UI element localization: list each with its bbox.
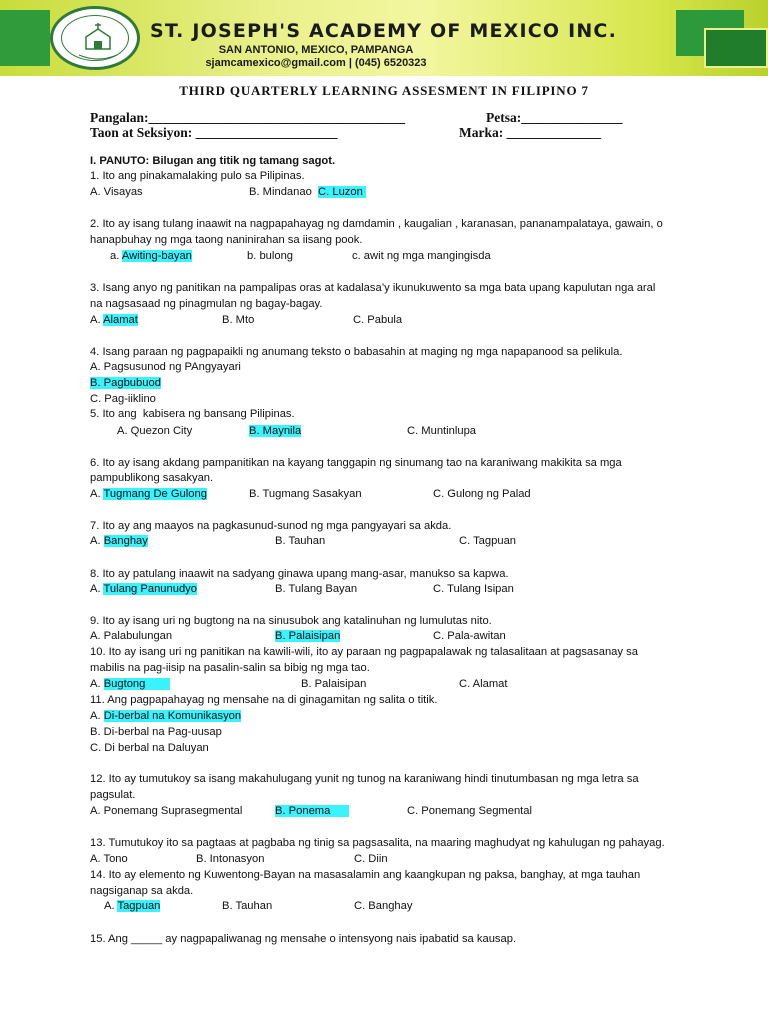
- line-text: 5. Ito ang kabisera ng bansang Pilipinas.: [90, 408, 295, 420]
- text-line: [222, 314, 254, 326]
- text-line: [354, 853, 388, 865]
- text-line: [90, 837, 665, 849]
- text-line: [247, 250, 293, 262]
- text-line: [90, 488, 207, 500]
- highlighted-answer: B. Palaisipan: [275, 630, 341, 642]
- highlighted-answer: Tagpuan: [117, 900, 161, 912]
- line-text: C. Gulong ng Palad: [433, 488, 531, 500]
- line-text: C. Alamat: [459, 678, 508, 690]
- line-text: mabilis na pag-iisip na pasalin-salin sa bibig ng mga tao.: [90, 662, 370, 674]
- text-line: [90, 234, 362, 246]
- text-line: [90, 789, 135, 801]
- text-line: [249, 425, 301, 437]
- line-text: 3. Isang anyo ng panitikan na pampalipas oras at kadalasa’y ikunukuwento sa mga bata upang kapulutan nga aral: [90, 282, 656, 294]
- text-line: [90, 155, 335, 167]
- highlighted-answer: Di-berbal na Komunikasyon: [103, 710, 242, 722]
- line-text: I. PANUTO: Bilugan ang titik ng tamang sagot.: [90, 155, 336, 167]
- line-text: c. awit ng mga mangingisda: [352, 250, 491, 262]
- line-text: C. Di berbal na Daluyan: [90, 742, 209, 754]
- school-address: SAN ANTONIO, MEXICO, PAMPANGA: [218, 44, 414, 56]
- line-text: a.: [110, 250, 122, 262]
- text-line: [275, 535, 325, 547]
- text-line: [90, 710, 241, 722]
- text-line: [90, 361, 241, 373]
- line-text: B. Palaisipan: [301, 678, 367, 690]
- line-text: A. Quezon City: [117, 425, 193, 437]
- text-line: [249, 488, 362, 500]
- text-line: [249, 186, 366, 198]
- text-line: [90, 742, 209, 754]
- text-line: [90, 646, 638, 658]
- highlighted-answer: Bugtong: [103, 678, 171, 690]
- highlighted-answer: B. Ponema: [275, 805, 349, 817]
- school-name: ST. JOSEPH'S ACADEMY OF MEXICO INC.: [150, 20, 617, 42]
- name-field: Pangalan:______________________________________: [90, 110, 406, 125]
- line-text: C. Ponemang Segmental: [407, 805, 533, 817]
- text-line: [353, 314, 402, 326]
- line-text: A.: [90, 488, 104, 500]
- line-text: A.: [90, 678, 104, 690]
- line-text: B. Tauhan: [275, 535, 326, 547]
- text-line: [90, 520, 451, 532]
- text-line: [459, 678, 508, 690]
- text-line: [90, 535, 148, 547]
- text-line: [433, 583, 514, 595]
- text-line: [90, 186, 143, 198]
- line-text: C. Pabula: [353, 314, 403, 326]
- highlighted-answer: Alamat: [103, 314, 138, 326]
- line-text: C. Pala-awitan: [433, 630, 506, 642]
- text-line: [222, 900, 272, 912]
- line-text: 7. Ito ay ang maayos na pagkasunud-sunod ng mga pangyayari sa akda.: [90, 520, 452, 532]
- line-text: B. Tauhan: [222, 900, 273, 912]
- line-text: A. Visayas: [90, 186, 143, 198]
- line-text: C. Pag-iiklino: [90, 393, 156, 405]
- line-text: 13. Tumutukoy ito sa pagtaas at pagbaba ng tinig sa pagsasalita, na maaring maghudyat ng kahulugan ng pahayag.: [90, 837, 665, 849]
- text-line: [90, 377, 161, 389]
- line-text: C. Tagpuan: [459, 535, 517, 547]
- line-text: A.: [90, 583, 104, 595]
- line-text: A.: [90, 535, 104, 547]
- text-line: [90, 457, 622, 469]
- text-line: [275, 630, 340, 642]
- text-line: [90, 726, 222, 738]
- line-text: b. bulong: [247, 250, 294, 262]
- text-line: [104, 900, 160, 912]
- line-text: B. Intonasyon: [196, 853, 265, 865]
- line-text: B. Di-berbal na Pag-uusap: [90, 726, 222, 738]
- line-text: 15. Ang _____ ay nagpapaliwanag ng mensahe o intensyong nais ipabatid sa kausap.: [90, 933, 517, 945]
- text-line: [196, 853, 264, 865]
- text-line: [90, 630, 172, 642]
- line-text: 11. Ang pagpapahayag ng mensahe na di ginagamitan ng salita o titik.: [90, 694, 438, 706]
- text-line: [117, 425, 192, 437]
- text-line: [90, 869, 640, 881]
- line-text: nagsiganap sa akda.: [90, 885, 194, 897]
- line-text: 1. Ito ang pinakamalaking pulo sa Pilipinas.: [90, 170, 305, 182]
- text-line: [90, 282, 655, 294]
- highlighted-answer: B. Maynila: [249, 425, 302, 437]
- text-line: [90, 885, 193, 897]
- highlighted-answer: C. Luzon: [318, 186, 366, 198]
- text-line: [90, 853, 128, 865]
- text-line: [407, 425, 476, 437]
- text-line: [90, 678, 170, 690]
- text-line: [352, 250, 491, 262]
- text-line: [90, 694, 437, 706]
- line-text: C. Tulang Isipan: [433, 583, 514, 595]
- line-text: A.: [90, 314, 104, 326]
- text-line: [90, 615, 492, 627]
- line-text: A. Ponemang Suprasegmental: [90, 805, 243, 817]
- line-text: A. Pagsusunod ng PAngyayari: [90, 361, 241, 373]
- text-line: [90, 933, 516, 945]
- text-line: [90, 346, 622, 358]
- text-line: [354, 900, 412, 912]
- line-text: A.: [104, 900, 118, 912]
- line-text: C. Banghay: [354, 900, 413, 912]
- text-line: [90, 298, 322, 310]
- score-field: Marka: ______________: [459, 125, 602, 140]
- document-title: THIRD QUARTERLY LEARNING ASSESMENT IN FILIPINO 7: [179, 83, 589, 98]
- line-text: 8. Ito ay patulang inaawit na sadyang ginawa upang mang-asar, manukso sa kapwa.: [90, 568, 509, 580]
- text-line: [275, 583, 357, 595]
- text-line: [90, 408, 295, 420]
- line-text: 4. Isang paraan ng pagpapaikli ng anumang teksto o babasahin at maging ng mga napapanood sa pelikula.: [90, 346, 623, 358]
- line-text: hanapbuhay ng mga taong naninirahan sa iisang pook.: [90, 234, 363, 246]
- line-text: A. Tono: [90, 853, 128, 865]
- text-line: [90, 773, 639, 785]
- line-text: C. Diin: [354, 853, 388, 865]
- text-line: [90, 583, 197, 595]
- date-field: Petsa:_______________: [486, 110, 623, 125]
- line-text: 14. Ito ay elemento ng Kuwentong-Bayan na masasalamin ang kaangkupan ng paksa, banghay, at mga tauhan: [90, 869, 641, 881]
- line-text: C. Muntinlupa: [407, 425, 477, 437]
- text-line: [90, 218, 663, 230]
- text-line: [90, 314, 138, 326]
- text-line: [90, 393, 156, 405]
- line-text: B. Mto: [222, 314, 255, 326]
- highlighted-answer: B. Pagbubuod: [90, 377, 161, 389]
- line-text: B. Tulang Bayan: [275, 583, 358, 595]
- line-text: 9. Ito ay isang uri ng bugtong na na sinusubok ang katalinuhan ng lumulutas nito.: [90, 615, 492, 627]
- text-line: [90, 170, 305, 182]
- line-text: B. Tugmang Sasakyan: [249, 488, 362, 500]
- text-line: [90, 662, 370, 674]
- highlighted-answer: Tulang Panunudyo: [103, 583, 197, 595]
- header-accent-block: [704, 28, 768, 68]
- text-line: [407, 805, 532, 817]
- text-line: [90, 805, 242, 817]
- school-header: [0, 0, 768, 76]
- text-line: [110, 250, 192, 262]
- text-line: [90, 568, 509, 580]
- text-line: [301, 678, 366, 690]
- highlighted-answer: Banghay: [103, 535, 148, 547]
- line-text: 10. Ito ay isang uri ng panitikan na kawili-wili, ito ay paraan ng pagpapalawak ng talasalitaan at pagsasanay sa: [90, 646, 638, 658]
- section-field: Taon at Seksiyon: _____________________: [90, 125, 338, 140]
- text-line: [90, 472, 213, 484]
- text-line: [459, 535, 516, 547]
- line-text: pampublikong sasakyan.: [90, 472, 214, 484]
- highlighted-answer: Awiting-bayan: [121, 250, 192, 262]
- line-text: pagsulat.: [90, 789, 136, 801]
- line-text: 12. Ito ay tumutukoy sa isang makahulugang yunit ng tunog na karaniwang hindi tinutumbasan ng mga letra sa: [90, 773, 639, 785]
- school-contact: sjamcamexico@gmail.com | (045) 6520323: [205, 57, 427, 69]
- text-line: [433, 630, 506, 642]
- highlighted-answer: Tugmang De Gulong: [103, 488, 207, 500]
- text-line: [433, 488, 531, 500]
- line-text: B. Mindanao: [249, 186, 319, 198]
- line-text: 6. Ito ay isang akdang pampanitikan na kayang tanggapin ng sinumang tao na karaniwang makikita sa mga: [90, 457, 622, 469]
- line-text: A. Palabulungan: [90, 630, 173, 642]
- line-text: na nagsasaad ng pinagmulan ng bagay-bagay.: [90, 298, 323, 310]
- line-text: 2. Ito ay isang tulang inaawit na nagpapahayag ng damdamin , kaugalian , karanasan, pananampalataya, gawain, o: [90, 218, 663, 230]
- text-line: [275, 805, 349, 817]
- line-text: A.: [90, 710, 104, 722]
